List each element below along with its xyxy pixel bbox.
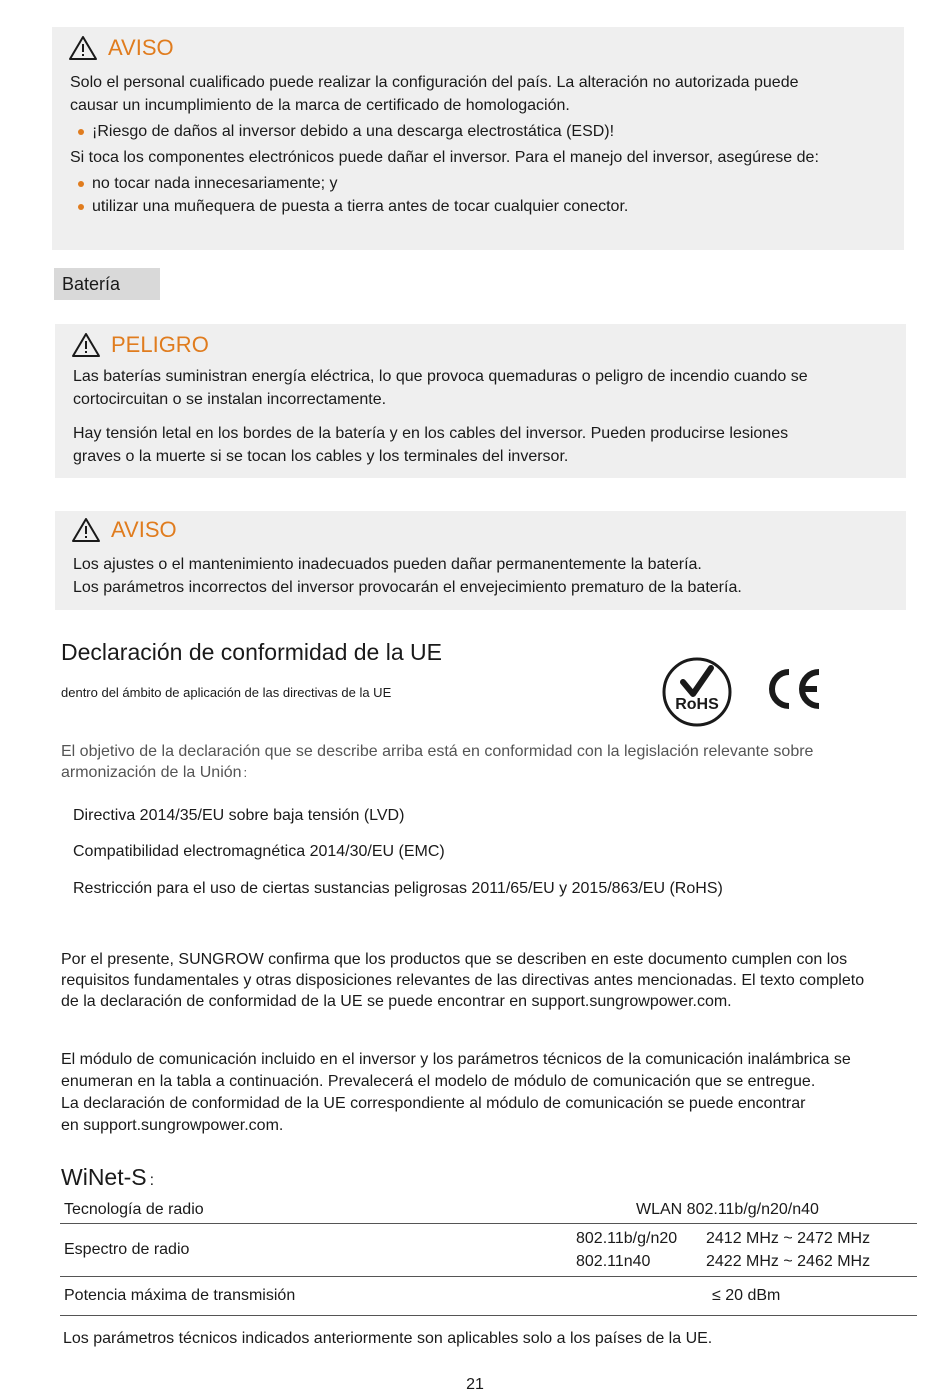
- table-cell-label: Potencia máxima de transmisión: [60, 1277, 568, 1316]
- notice-title: [68, 35, 174, 61]
- warning-triangle-icon: [68, 35, 98, 61]
- notice-title: [71, 332, 209, 358]
- communication-paragraph: [61, 1049, 946, 1137]
- radio-mode: 802.11n40: [576, 1253, 651, 1270]
- notice-text: Los parámetros incorrectos del inversor provocarán el envejecimiento prematuro de la batería.: [73, 579, 742, 596]
- declaration-paragraph: [61, 949, 946, 1012]
- notice-title-text: PELIGRO: [111, 332, 209, 357]
- table-cell-value: [568, 1224, 917, 1277]
- bullet-icon: [78, 204, 84, 210]
- declaration-intro-line: El objetivo de la declaración que se describe arriba está en conformidad con la legislación relevante sobre: [61, 743, 814, 760]
- notice-title: [71, 517, 177, 543]
- notice-text: Las baterías suministran energía eléctrica, lo que provoca quemaduras o peligro de incendio cuando se: [73, 368, 808, 385]
- notice-title-text: AVISO: [108, 35, 174, 60]
- page-number: 21: [466, 1376, 484, 1393]
- notice-text: Los ajustes o el mantenimiento inadecuados pueden dañar permanentemente la batería.: [73, 556, 702, 573]
- notice-text: graves o la muerte si se tocan los cables y los terminales del inversor.: [73, 448, 569, 465]
- winet-footnote: Los parámetros técnicos indicados anteriormente son aplicables solo a los países de la UE.: [63, 1330, 713, 1347]
- radio-mode: 802.11b/g/n20: [576, 1230, 678, 1247]
- notice-title-text: AVISO: [111, 517, 177, 542]
- declaration-intro: [61, 741, 931, 783]
- radio-range: 2412 MHz ~ 2472 MHz: [706, 1230, 871, 1247]
- warning-triangle-icon: [71, 332, 101, 358]
- directive-item: Restricción para el uso de ciertas sustancias peligrosas 2011/65/EU y 2015/863/EU (RoHS): [73, 880, 723, 897]
- notice-text: Hay tensión letal en los bordes de la batería y en los cables del inversor. Pueden producirse lesiones: [73, 425, 789, 442]
- ce-logo: [765, 668, 823, 710]
- winet-heading: [61, 1164, 154, 1191]
- paragraph-line: enumeran en la tabla a continuación. Prevalecerá el modelo de módulo de comunicación que se entregue.: [61, 1073, 816, 1090]
- rohs-logo-text: RoHS: [675, 696, 719, 713]
- warning-triangle-icon: [71, 517, 101, 543]
- declaration-subheading: dentro del ámbito de aplicación de las directivas de la UE: [61, 685, 392, 700]
- paragraph-line: requisitos fundamentales y otras disposiciones relevantes de las directivas antes mencionadas. El texto completo: [61, 972, 865, 989]
- list-item: [78, 172, 900, 195]
- rohs-logo: [661, 656, 733, 728]
- winet-heading-colon: :: [149, 1172, 155, 1189]
- paragraph-line: El módulo de comunicación incluido en el inversor y los parámetros técnicos de la comunicación inalámbrica se: [61, 1051, 851, 1068]
- declaration-intro-line: armonización de la Unión: [61, 764, 242, 781]
- notice-box-peligro: [55, 324, 906, 478]
- radio-spec-table: [60, 1197, 917, 1316]
- declaration-heading: Declaración de conformidad de la UE: [61, 639, 442, 665]
- list-item-text: utilizar una muñequera de puesta a tierra antes de tocar cualquier conector.: [92, 198, 629, 215]
- table-row: [60, 1224, 917, 1277]
- list-item-text: ¡Riesgo de daños al inversor debido a una descarga electrostática (ESD)!: [92, 123, 615, 140]
- winet-heading-text: WiNet-S: [61, 1164, 147, 1190]
- paragraph-line: Por el presente, SUNGROW confirma que los productos que se describen en este documento cumplen con los: [61, 951, 848, 968]
- directive-item: Compatibilidad electromagnética 2014/30/EU (EMC): [73, 843, 445, 860]
- section-tag-bateria: Batería: [54, 268, 160, 300]
- list-item: [78, 195, 900, 218]
- table-cell-value: ≤ 20 dBm: [568, 1277, 917, 1316]
- intro-colon: :: [243, 765, 248, 780]
- notice-text: Si toca los componentes electrónicos puede dañar el inversor. Para el manejo del inversor, asegúrese de:: [70, 149, 819, 166]
- bullet-icon: [78, 181, 84, 187]
- notice-text: causar un incumplimiento de la marca de certificado de homologación.: [70, 97, 570, 114]
- notice-box-aviso-2: [55, 511, 906, 610]
- list-item-text: no tocar nada innecesariamente; y: [92, 175, 338, 192]
- bullet-icon: [78, 129, 84, 135]
- paragraph-line: de la declaración de conformidad de la UE se puede encontrar en support.sungrowpower.com.: [61, 993, 732, 1010]
- notice-text: Solo el personal cualificado puede realizar la configuración del país. La alteración no autorizada puede: [70, 74, 799, 91]
- table-row: [60, 1197, 917, 1224]
- table-cell-value: WLAN 802.11b/g/n20/n40: [568, 1197, 917, 1224]
- table-row: [60, 1277, 917, 1316]
- directive-item: Directiva 2014/35/EU sobre baja tensión (LVD): [73, 807, 405, 824]
- notice-box-aviso-1: [52, 27, 904, 250]
- radio-range: 2422 MHz ~ 2462 MHz: [706, 1253, 871, 1270]
- list-item: [78, 120, 900, 143]
- paragraph-line: en support.sungrowpower.com.: [61, 1117, 284, 1134]
- notice-text: cortocircuitan o se instalan incorrectamente.: [73, 391, 387, 408]
- paragraph-line: La declaración de conformidad de la UE correspondiente al módulo de comunicación se puede encontrar: [61, 1095, 806, 1112]
- table-cell-label: Tecnología de radio: [60, 1197, 568, 1224]
- table-cell-label: Espectro de radio: [60, 1224, 568, 1277]
